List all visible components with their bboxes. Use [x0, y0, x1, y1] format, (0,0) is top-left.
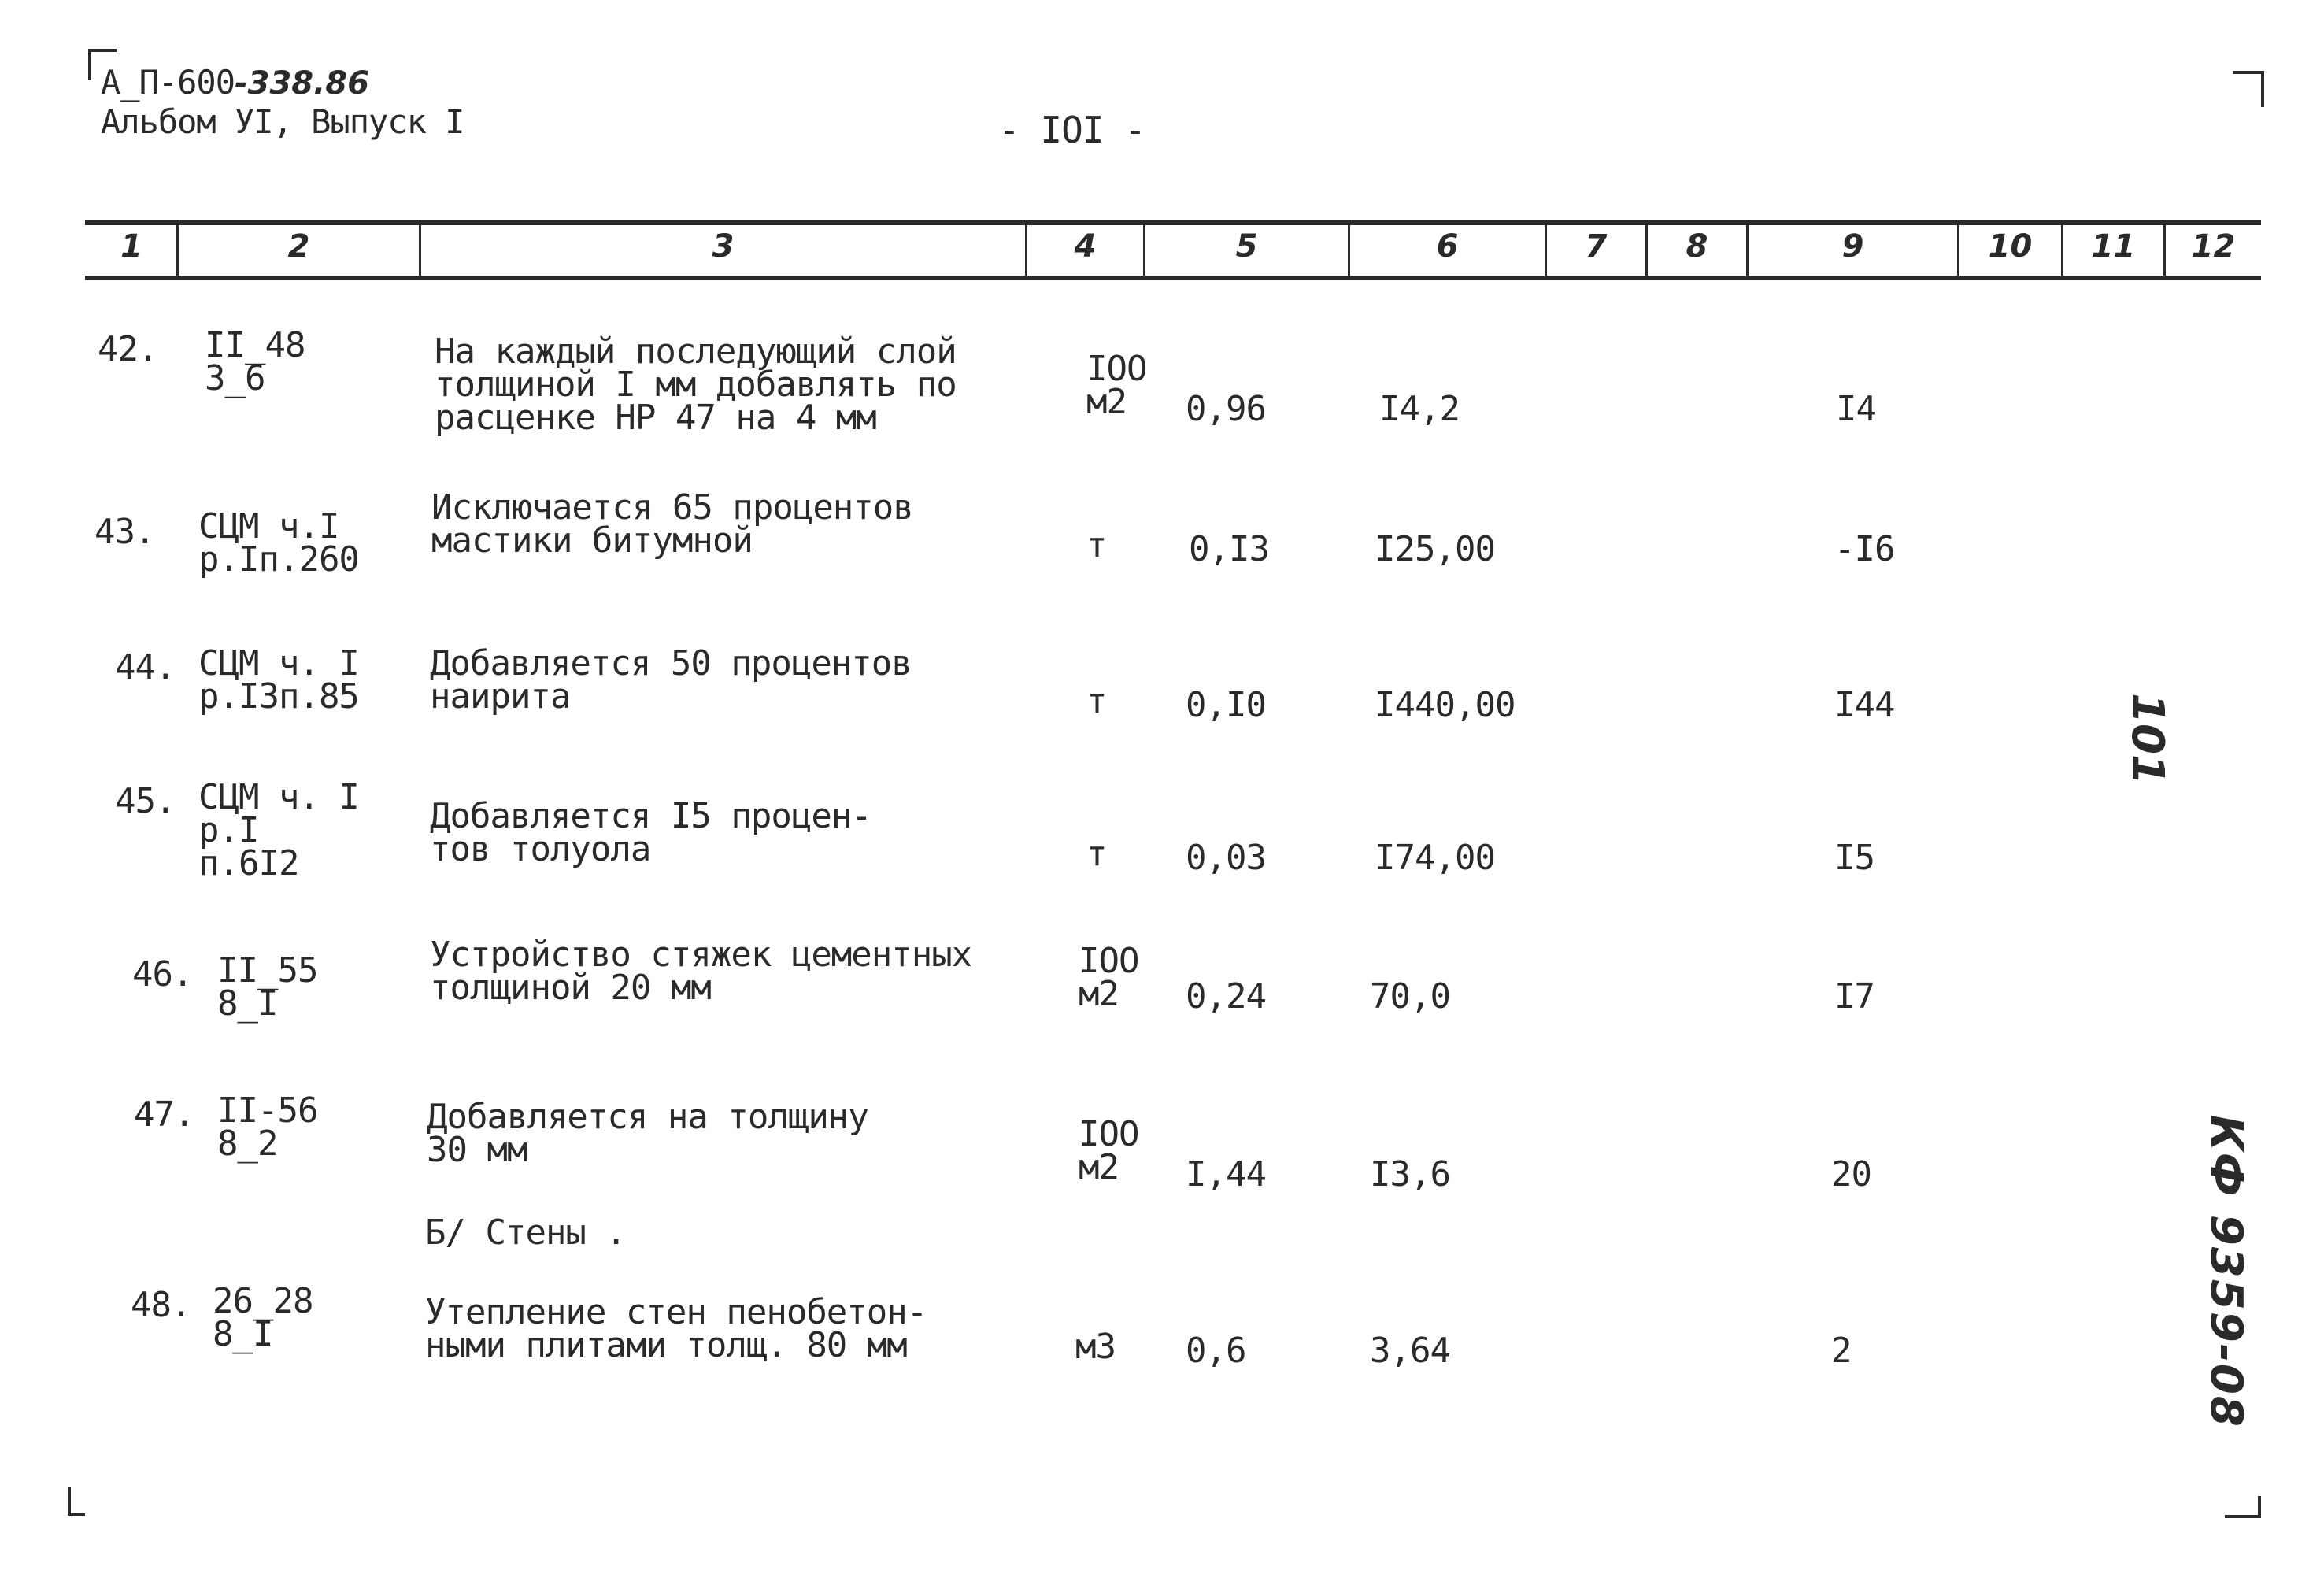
row-unit: т: [1086, 525, 1107, 565]
row-total: I4: [1836, 389, 1876, 429]
row-code: СЦМ ч. I р.I п.6I2: [198, 777, 359, 883]
row-code: СЦМ ч.I р.Iп.260: [198, 506, 359, 579]
row-quantity: 0,6: [1186, 1331, 1246, 1371]
row-code: СЦМ ч. I р.I3п.85: [198, 643, 359, 716]
corner-mark-bottom-left: [68, 1487, 71, 1515]
table-header-bottom-rule: [85, 276, 2261, 280]
col-header-1: 1: [120, 228, 142, 265]
col-header-5: 5: [1235, 228, 1258, 265]
row-unit-price: I4,2: [1379, 389, 1460, 429]
row-number: 42.: [98, 329, 158, 369]
doc-code-printed: А_П-600: [101, 63, 235, 102]
row-unit: IOO м2: [1079, 1114, 1139, 1187]
row-unit-price: 3,64: [1370, 1331, 1450, 1371]
col-header-10: 10: [1988, 228, 2033, 265]
col-header-6: 6: [1436, 228, 1459, 265]
row-number: 46.: [132, 954, 193, 994]
row-number: 48.: [131, 1285, 191, 1325]
row-number: 47.: [134, 1094, 194, 1135]
col-header-11: 11: [2091, 228, 2136, 265]
row-unit: IOO м2: [1079, 941, 1139, 1014]
row-description: Устройство стяжек цементных толщиной 20 мм: [430, 935, 972, 1008]
margin-code: КФ 9359-08: [2200, 1115, 2252, 1428]
row-number: 44.: [115, 647, 176, 687]
section-title: Б/ Стены .: [425, 1213, 626, 1253]
row-total: I7: [1834, 976, 1874, 1016]
row-unit-price: I440,00: [1375, 685, 1515, 725]
corner-mark-bottom-left-h: [68, 1513, 85, 1516]
corner-mark-bottom-right-v: [2258, 1496, 2261, 1518]
doc-code-handwritten: -338.86: [235, 65, 369, 102]
row-code: II_55 8_I: [217, 950, 318, 1024]
col-header-8: 8: [1686, 228, 1708, 265]
corner-mark-bottom-right: [2225, 1515, 2261, 1518]
row-total: I44: [1834, 685, 1895, 725]
row-total: 2: [1831, 1331, 1852, 1371]
corner-mark-top-left: [88, 49, 91, 80]
row-quantity: 0,96: [1186, 389, 1266, 429]
row-quantity: 0,I3: [1189, 529, 1269, 569]
row-number: 43.: [94, 512, 155, 552]
col-header-3: 3: [712, 228, 735, 265]
row-total: I5: [1834, 838, 1874, 878]
col-header-9: 9: [1841, 228, 1864, 265]
row-unit: м3: [1075, 1327, 1116, 1367]
page-number: - IOI -: [998, 109, 1145, 151]
table-header-top-rule: [85, 220, 2261, 225]
row-description: Исключается 65 процентов мастики битумной: [431, 487, 913, 561]
col-header-12: 12: [2191, 228, 2236, 265]
col-header-7: 7: [1585, 228, 1608, 265]
row-code: II-56 8_2: [217, 1090, 318, 1164]
col-header-4: 4: [1074, 228, 1097, 265]
row-description: Добавляется 50 процентов наирита: [430, 643, 912, 716]
row-description: Добавляется на толщину 30 мм: [427, 1097, 868, 1170]
row-quantity: 0,I0: [1186, 685, 1266, 725]
row-code: II_48 3_6: [205, 325, 305, 398]
corner-mark-top-right-v: [2261, 71, 2264, 107]
row-description: Утепление стен пенобетон- ными плитами толщ. 80 мм: [425, 1292, 927, 1365]
row-unit: т: [1086, 681, 1107, 721]
row-unit: т: [1086, 834, 1107, 874]
row-unit: IOO м2: [1086, 349, 1147, 422]
corner-mark-top-left-h: [88, 49, 117, 52]
row-description: Добавляется I5 процен- тов толуола: [430, 796, 872, 869]
row-quantity: 0,03: [1186, 838, 1266, 878]
doc-code: [101, 63, 369, 102]
corner-mark-top-right: [2233, 71, 2264, 74]
row-unit-price: 70,0: [1370, 976, 1450, 1016]
margin-page-number: 101: [2122, 693, 2173, 785]
album-line: Альбом УI, Выпуск I: [101, 102, 464, 141]
row-unit-price: I74,00: [1375, 838, 1495, 878]
col-header-2: 2: [287, 228, 310, 265]
row-total: 20: [1831, 1154, 1871, 1194]
row-total: -I6: [1834, 529, 1895, 569]
row-number: 45.: [115, 781, 176, 821]
row-description: На каждый последующий слой толщиной I мм добавлять по расценке НР 47 на 4 мм: [435, 331, 957, 438]
row-quantity: I,44: [1186, 1154, 1266, 1194]
row-unit-price: I3,6: [1370, 1154, 1450, 1194]
row-unit-price: I25,00: [1375, 529, 1495, 569]
row-code: 26_28 8_I: [213, 1281, 313, 1354]
row-quantity: 0,24: [1186, 976, 1266, 1016]
